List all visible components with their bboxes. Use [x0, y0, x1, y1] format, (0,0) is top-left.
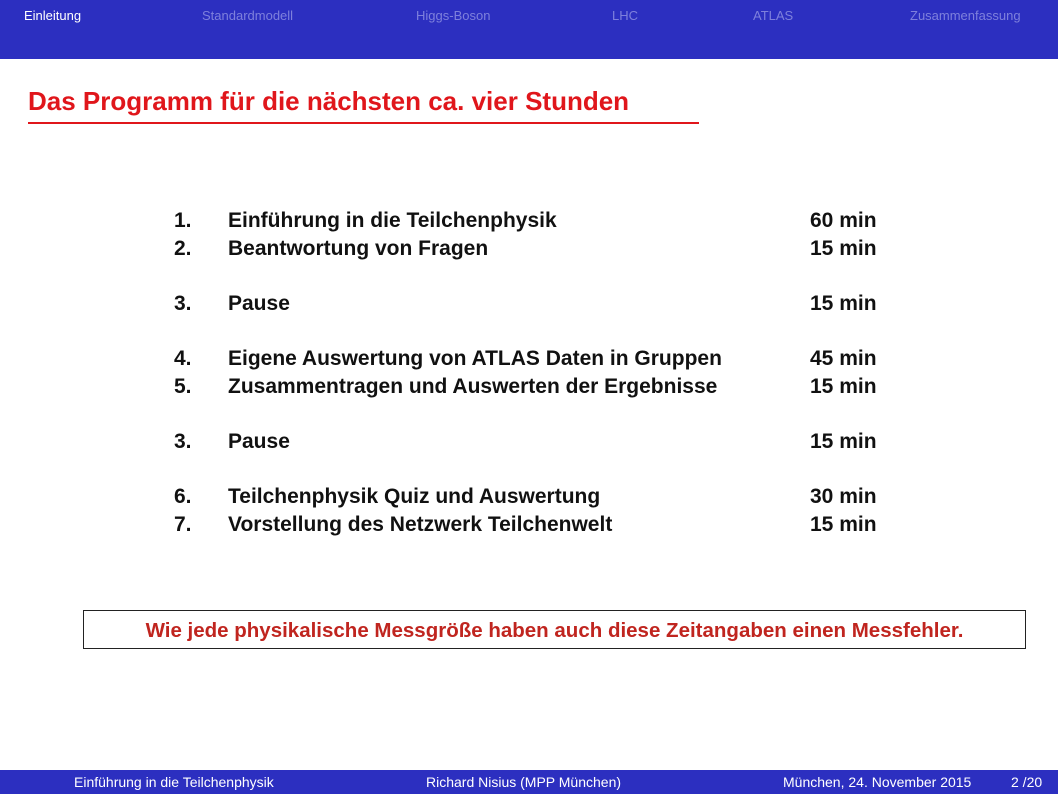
agenda-item-duration: 60 min [810, 209, 877, 232]
agenda-item-label: Teilchenphysik Quiz und Auswertung [228, 485, 601, 508]
nav-section-lhc[interactable]: LHC [612, 8, 639, 23]
top-navigation-bar [0, 0, 1058, 59]
agenda-item-label: Vorstellung des Netzwerk Teilchenwelt [228, 513, 613, 536]
agenda-item-duration: 15 min [810, 292, 877, 315]
agenda-item [0, 375, 1058, 403]
agenda-item [0, 292, 1058, 320]
agenda-item-number: 1. [174, 209, 192, 232]
agenda-item-number: 4. [174, 347, 192, 370]
agenda-item-duration: 15 min [810, 237, 877, 260]
agenda-item [0, 430, 1058, 458]
footer-date: München, 24. November 2015 [783, 774, 972, 790]
agenda-item-label: Pause [228, 292, 290, 315]
agenda-item [0, 237, 1058, 265]
agenda-item-duration: 45 min [810, 347, 877, 370]
agenda-item-label: Beantwortung von Fragen [228, 237, 489, 260]
agenda-item [0, 209, 1058, 237]
footer-page-number: 2 /20 [1011, 774, 1043, 790]
title-underline [28, 122, 699, 124]
agenda-item-number: 5. [174, 375, 192, 398]
slide-title: Das Programm für die nächsten ca. vier Stunden [28, 86, 630, 116]
nav-section-standardmodell[interactable]: Standardmodell [202, 8, 294, 23]
agenda-item-label: Zusammentragen und Auswerten der Ergebnisse [228, 375, 718, 398]
agenda-item [0, 513, 1058, 541]
agenda-item-number: 3. [174, 430, 192, 453]
footer-author: Richard Nisius (MPP München) [426, 774, 622, 790]
agenda-item-duration: 15 min [810, 375, 877, 398]
nav-section-einleitung[interactable]: Einleitung [24, 8, 82, 23]
agenda-item-label: Einführung in die Teilchenphysik [228, 209, 557, 232]
nav-section-zusammenfassung[interactable]: Zusammenfassung [910, 8, 1021, 23]
agenda-item-number: 3. [174, 292, 192, 315]
agenda-item-duration: 15 min [810, 513, 877, 536]
footer-talk-title: Einführung in die Teilchenphysik [74, 774, 274, 790]
agenda-item-label: Eigene Auswertung von ATLAS Daten in Gruppen [228, 347, 722, 370]
agenda-item-number: 7. [174, 513, 192, 536]
measurement-error-note [83, 610, 1026, 649]
nav-section-atlas[interactable]: ATLAS [753, 8, 794, 23]
agenda-item [0, 347, 1058, 375]
agenda-item-duration: 30 min [810, 485, 877, 508]
agenda-item-number: 2. [174, 237, 192, 260]
nav-section-higgs-boson[interactable]: Higgs-Boson [416, 8, 491, 23]
agenda-item-number: 6. [174, 485, 192, 508]
note-text: Wie jede physikalische Messgröße haben auch diese Zeitangaben einen Messfehler. [145, 619, 964, 642]
agenda-item-label: Pause [228, 430, 290, 453]
agenda-item-duration: 15 min [810, 430, 877, 453]
agenda-item [0, 485, 1058, 513]
